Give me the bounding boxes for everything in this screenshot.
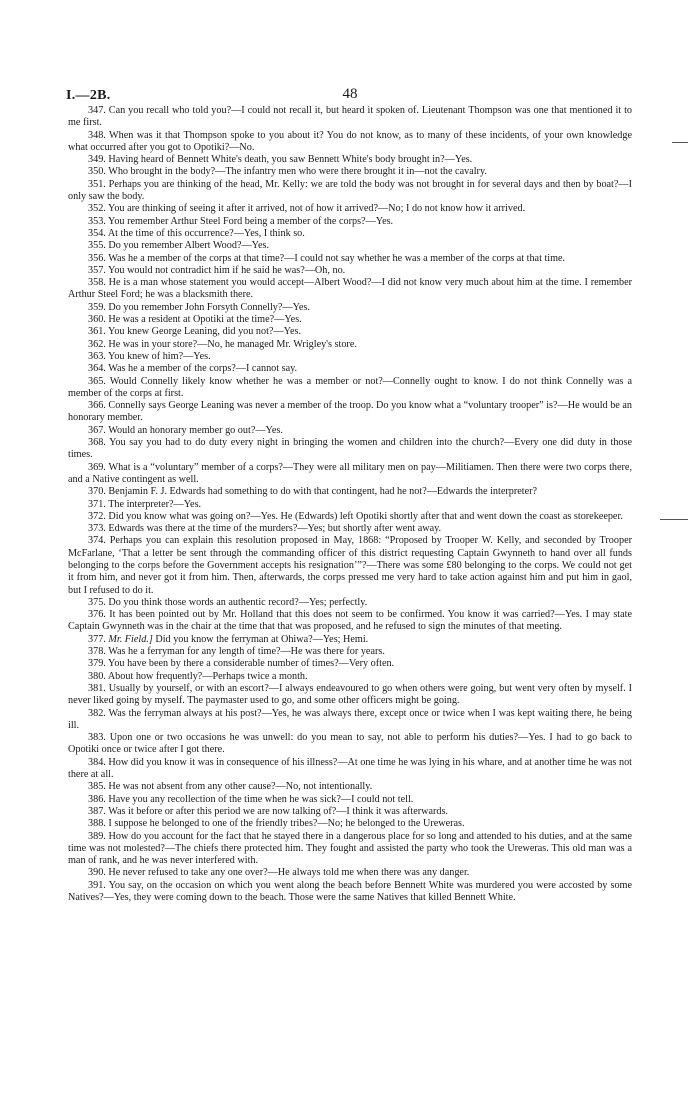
question-paragraph: [68, 363, 632, 375]
question-number: 383.: [88, 732, 106, 744]
question-text: You would not contradict him if he said he was?—Oh, no.: [108, 264, 346, 276]
question-text: Usually by yourself, or with an escort?—I always endeavoured to go when others were going, but went very often by myself. I never liked going by myself. The paymaster used to go, and some other officers might be going.: [68, 682, 633, 707]
question-text: Did you know what was going on?—Yes. He (Edwards) left Opotiki shortly after that and went down the coast as storekeeper.: [108, 510, 623, 522]
margin-mark-bottom: [660, 519, 688, 520]
question-paragraph: [68, 732, 632, 757]
question-text: When was it that Thompson spoke to you about it? You do not know, as to many of these incidents, of your own knowledge what occurred after you got to Opotiki?—No.: [68, 129, 632, 153]
question-text: Connelly says George Leaning was never a member of the troop. Do you know what a “voluntary trooper” is?—He would be an honorary member.: [68, 400, 632, 424]
question-number: 375.: [88, 596, 106, 608]
margin-mark-top: [672, 142, 688, 143]
question-number: 379.: [88, 658, 106, 670]
question-text: He never refused to take any one over?—He always told me when there was any danger.: [108, 867, 470, 879]
question-paragraph: [68, 314, 632, 326]
question-paragraph: [68, 462, 632, 487]
paper-code: I.—2B.: [66, 88, 111, 103]
question-number: 386.: [88, 793, 106, 805]
question-number: 384.: [88, 756, 106, 768]
question-number: 376.: [88, 609, 106, 621]
question-number: 350.: [88, 166, 106, 178]
question-paragraph: [68, 646, 632, 658]
question-text: He was a resident at Opotiki at the time?—Yes.: [108, 314, 302, 326]
question-paragraph: [68, 277, 632, 302]
question-number: 391.: [88, 879, 106, 891]
page-number: 48: [342, 86, 358, 102]
question-text: Have you any recollection of the time when he was sick?—I could not tell.: [108, 793, 414, 805]
question-text: Upon one or two occasions he was unwell: do you mean to say, not able to perform his duties?—Yes. I had to go back to Opotiki once or twice after I got there.: [68, 732, 633, 756]
question-paragraph: [68, 523, 632, 535]
question-text: About how frequently?—Perhaps twice a month.: [107, 670, 308, 682]
question-paragraph: [68, 609, 632, 634]
question-number: 362.: [88, 338, 106, 350]
question-number: 356.: [88, 252, 106, 264]
question-number: 358.: [88, 277, 106, 289]
question-text: You say you had to do duty every night in bringing the women and children into the church?—Every one did duty in those times.: [68, 437, 632, 461]
question-number: 377.: [88, 633, 106, 645]
question-number: 361.: [88, 326, 106, 338]
question-text: Would an honorary member go out?—Yes.: [108, 424, 283, 436]
question-text: The interpreter?—Yes.: [108, 498, 202, 510]
question-paragraph: [68, 228, 632, 240]
question-number: 363.: [88, 350, 106, 362]
evidence-text: [68, 105, 632, 904]
question-text: Was he a member of the corps at that time?—I could not say whether he was a member of the corps at that time.: [108, 252, 566, 264]
question-text: I suppose he belonged to one of the friendly tribes?—No; he belonged to the Ureweras.: [108, 818, 465, 830]
question-number: 374.: [88, 535, 106, 547]
question-text: How did you know it was in consequence of his illness?—At one time he was lying in his whare, and at another time he was not there at all.: [68, 756, 632, 781]
question-text: It has been pointed out by Mr. Holland that this does not seem to be confirmed. You know it was carried?—Yes. I may state Captain Gwynneth was in the chair at the time that that was proposed, and he refused to sign the minutes of that meeting.: [68, 609, 632, 633]
question-number: 353.: [88, 215, 106, 227]
question-paragraph: [68, 105, 632, 130]
question-paragraph: [68, 867, 632, 879]
question-paragraph: [68, 708, 632, 733]
question-number: 360.: [88, 314, 106, 326]
question-paragraph: [68, 302, 632, 314]
question-number: 387.: [88, 805, 106, 817]
question-number: 368.: [88, 437, 106, 449]
question-paragraph: [68, 376, 632, 401]
question-number: 354.: [88, 227, 106, 239]
question-paragraph: [68, 535, 632, 596]
question-text: Do you remember John Forsyth Connelly?—Yes.: [108, 301, 310, 313]
question-number: 370.: [88, 486, 106, 498]
question-text: Was the ferryman always at his post?—Yes, he was always there, except once or twice when I was kept waiting there, he being ill.: [68, 707, 632, 731]
question-paragraph: [68, 339, 632, 351]
question-number: 355.: [88, 240, 106, 252]
question-paragraph: [68, 818, 632, 830]
question-text: Do you remember Albert Wood?—Yes.: [108, 240, 270, 252]
question-text: Edwards was there at the time of the murders?—Yes; but shortly after went away.: [108, 523, 442, 535]
question-text: You say, on the occasion on which you went along the beach before Bennett White was murdered you were accosted by some Natives?—Yes, they were coming down to the beach. Those were the same Natives that killed Bennett White.: [68, 879, 633, 903]
question-number: 348.: [88, 129, 106, 141]
question-paragraph: [68, 240, 632, 252]
question-number: 390.: [88, 867, 106, 879]
question-number: 389.: [88, 830, 106, 842]
question-text: You knew George Leaning, did you not?—Yes.: [108, 326, 301, 338]
question-number: 365.: [88, 375, 106, 387]
question-text: At the time of this occurrence?—Yes, I think so.: [107, 227, 305, 239]
question-paragraph: [68, 781, 632, 793]
question-text: Who brought in the body?—The infantry men who were there brought it in—not the cavalry.: [108, 166, 487, 178]
question-paragraph: [68, 253, 632, 265]
question-number: 369.: [88, 461, 106, 473]
question-number: 380.: [88, 670, 106, 682]
question-number: 378.: [88, 646, 106, 658]
question-paragraph: [68, 880, 632, 905]
question-paragraph: [68, 806, 632, 818]
question-number: 366.: [88, 400, 106, 412]
question-paragraph: [68, 831, 632, 868]
question-paragraph: [68, 265, 632, 277]
question-paragraph: [68, 203, 632, 215]
question-number: 372.: [88, 510, 106, 522]
question-number: 349.: [88, 154, 106, 166]
question-text: Was it before or after this period we are now talking of?—I think it was afterwards.: [108, 805, 448, 817]
question-paragraph: [68, 130, 632, 155]
speaker-label: Mr. Field.]: [108, 633, 153, 645]
question-text: What is a “voluntary” member of a corps?—They were all military men on pay—Militiamen. Then there were two corps there, and a Native contingent as well.: [68, 461, 632, 485]
question-text: You are thinking of seeing it after it arrived, not of how it arrived?—No; I do not know how it arrived.: [108, 203, 526, 215]
question-paragraph: [68, 658, 632, 670]
question-paragraph: [68, 166, 632, 178]
question-paragraph: [68, 326, 632, 338]
question-text: Perhaps you can explain this resolution proposed in May, 1868: “Proposed by Trooper W. Kelly, and seconded by Trooper McFarlane, ‘That a letter be sent through the commanding officer of this district requesting Captain Gwynneth to hand over all funds belonging to the corps before the Government accepts his resignation’”?—There was some £80 belonging to the corps. We could not get it from him, and never got it from him. Then, afterwards, the corps pressed me very hard to take action against him and put him in gaol, but I refused to do it.: [68, 535, 632, 596]
question-number: 371.: [88, 498, 106, 510]
question-text: Was he a ferryman for any length of time?—He was there for years.: [108, 646, 385, 658]
question-number: 357.: [88, 264, 106, 276]
question-text: He was in your store?—No, he managed Mr. Wrigley's store.: [108, 338, 357, 350]
question-text: Would Connelly likely know whether he was a member or not?—Connelly ought to know. I do not think Connelly was a member of the corps at first.: [68, 375, 632, 399]
question-paragraph: [68, 486, 632, 498]
question-paragraph: [68, 683, 632, 708]
question-text: How do you account for the fact that he stayed there in a dangerous place for so long and attended to his duties, and at the same time was not molested?—The chiefs there protected him. They fought and assisted the party who took the Ureweras. This old man was a man of rank, and he was never interfered with.: [68, 830, 632, 867]
question-text: You have been by there a considerable number of times?—Very often.: [108, 658, 395, 670]
question-text: Did you know the ferryman at Ohiwa?—Yes; Hemi.: [152, 633, 369, 645]
question-paragraph: [68, 634, 632, 646]
question-text: Benjamin F. J. Edwards had something to do with that contingent, had he not?—Edwards the interpreter?: [108, 486, 538, 498]
question-number: 347.: [88, 105, 106, 116]
question-paragraph: [68, 154, 632, 166]
question-paragraph: [68, 351, 632, 363]
question-number: 388.: [88, 818, 106, 830]
question-text: Was he a member of the corps?—I cannot say.: [108, 363, 298, 375]
question-number: 352.: [88, 203, 106, 215]
question-paragraph: [68, 511, 632, 523]
question-text: Do you think those words an authentic record?—Yes; perfectly.: [108, 596, 368, 608]
question-paragraph: [68, 499, 632, 511]
question-number: 364.: [88, 363, 106, 375]
question-text: You remember Arthur Steel Ford being a member of the corps?—Yes.: [108, 215, 394, 227]
question-text: Perhaps you are thinking of the head, Mr. Kelly: we are told the body was not brought in for several days and then by boat?—I only saw the body.: [68, 178, 632, 203]
question-number: 382.: [88, 707, 106, 719]
question-number: 351.: [88, 178, 106, 190]
question-number: 373.: [88, 523, 106, 535]
question-number: 359.: [88, 301, 106, 313]
question-paragraph: [68, 425, 632, 437]
question-paragraph: [68, 400, 632, 425]
question-paragraph: [68, 216, 632, 228]
question-paragraph: [68, 437, 632, 462]
question-paragraph: [68, 179, 632, 204]
question-text: He is a man whose statement you would accept—Albert Wood?—I did not know very much about him at the time. I remember Arthur Steel Ford; he was a blacksmith there.: [68, 277, 633, 301]
question-text: He was not absent from any other cause?—No, not intentionally.: [108, 781, 373, 793]
question-text: Can you recall who told you?—I could not recall it, but heard it spoken of. Lieutenant Thompson was one that mentioned it to me first.: [68, 105, 633, 129]
question-paragraph: [68, 671, 632, 683]
question-paragraph: [68, 597, 632, 609]
question-number: 385.: [88, 781, 106, 793]
question-number: 381.: [88, 682, 106, 694]
question-paragraph: [68, 757, 632, 782]
question-text: You knew of him?—Yes.: [108, 350, 211, 362]
question-paragraph: [68, 794, 632, 806]
question-text: Having heard of Bennett White's death, you saw Bennett White's body brought in?—Yes.: [108, 154, 473, 166]
question-number: 367.: [88, 424, 106, 436]
